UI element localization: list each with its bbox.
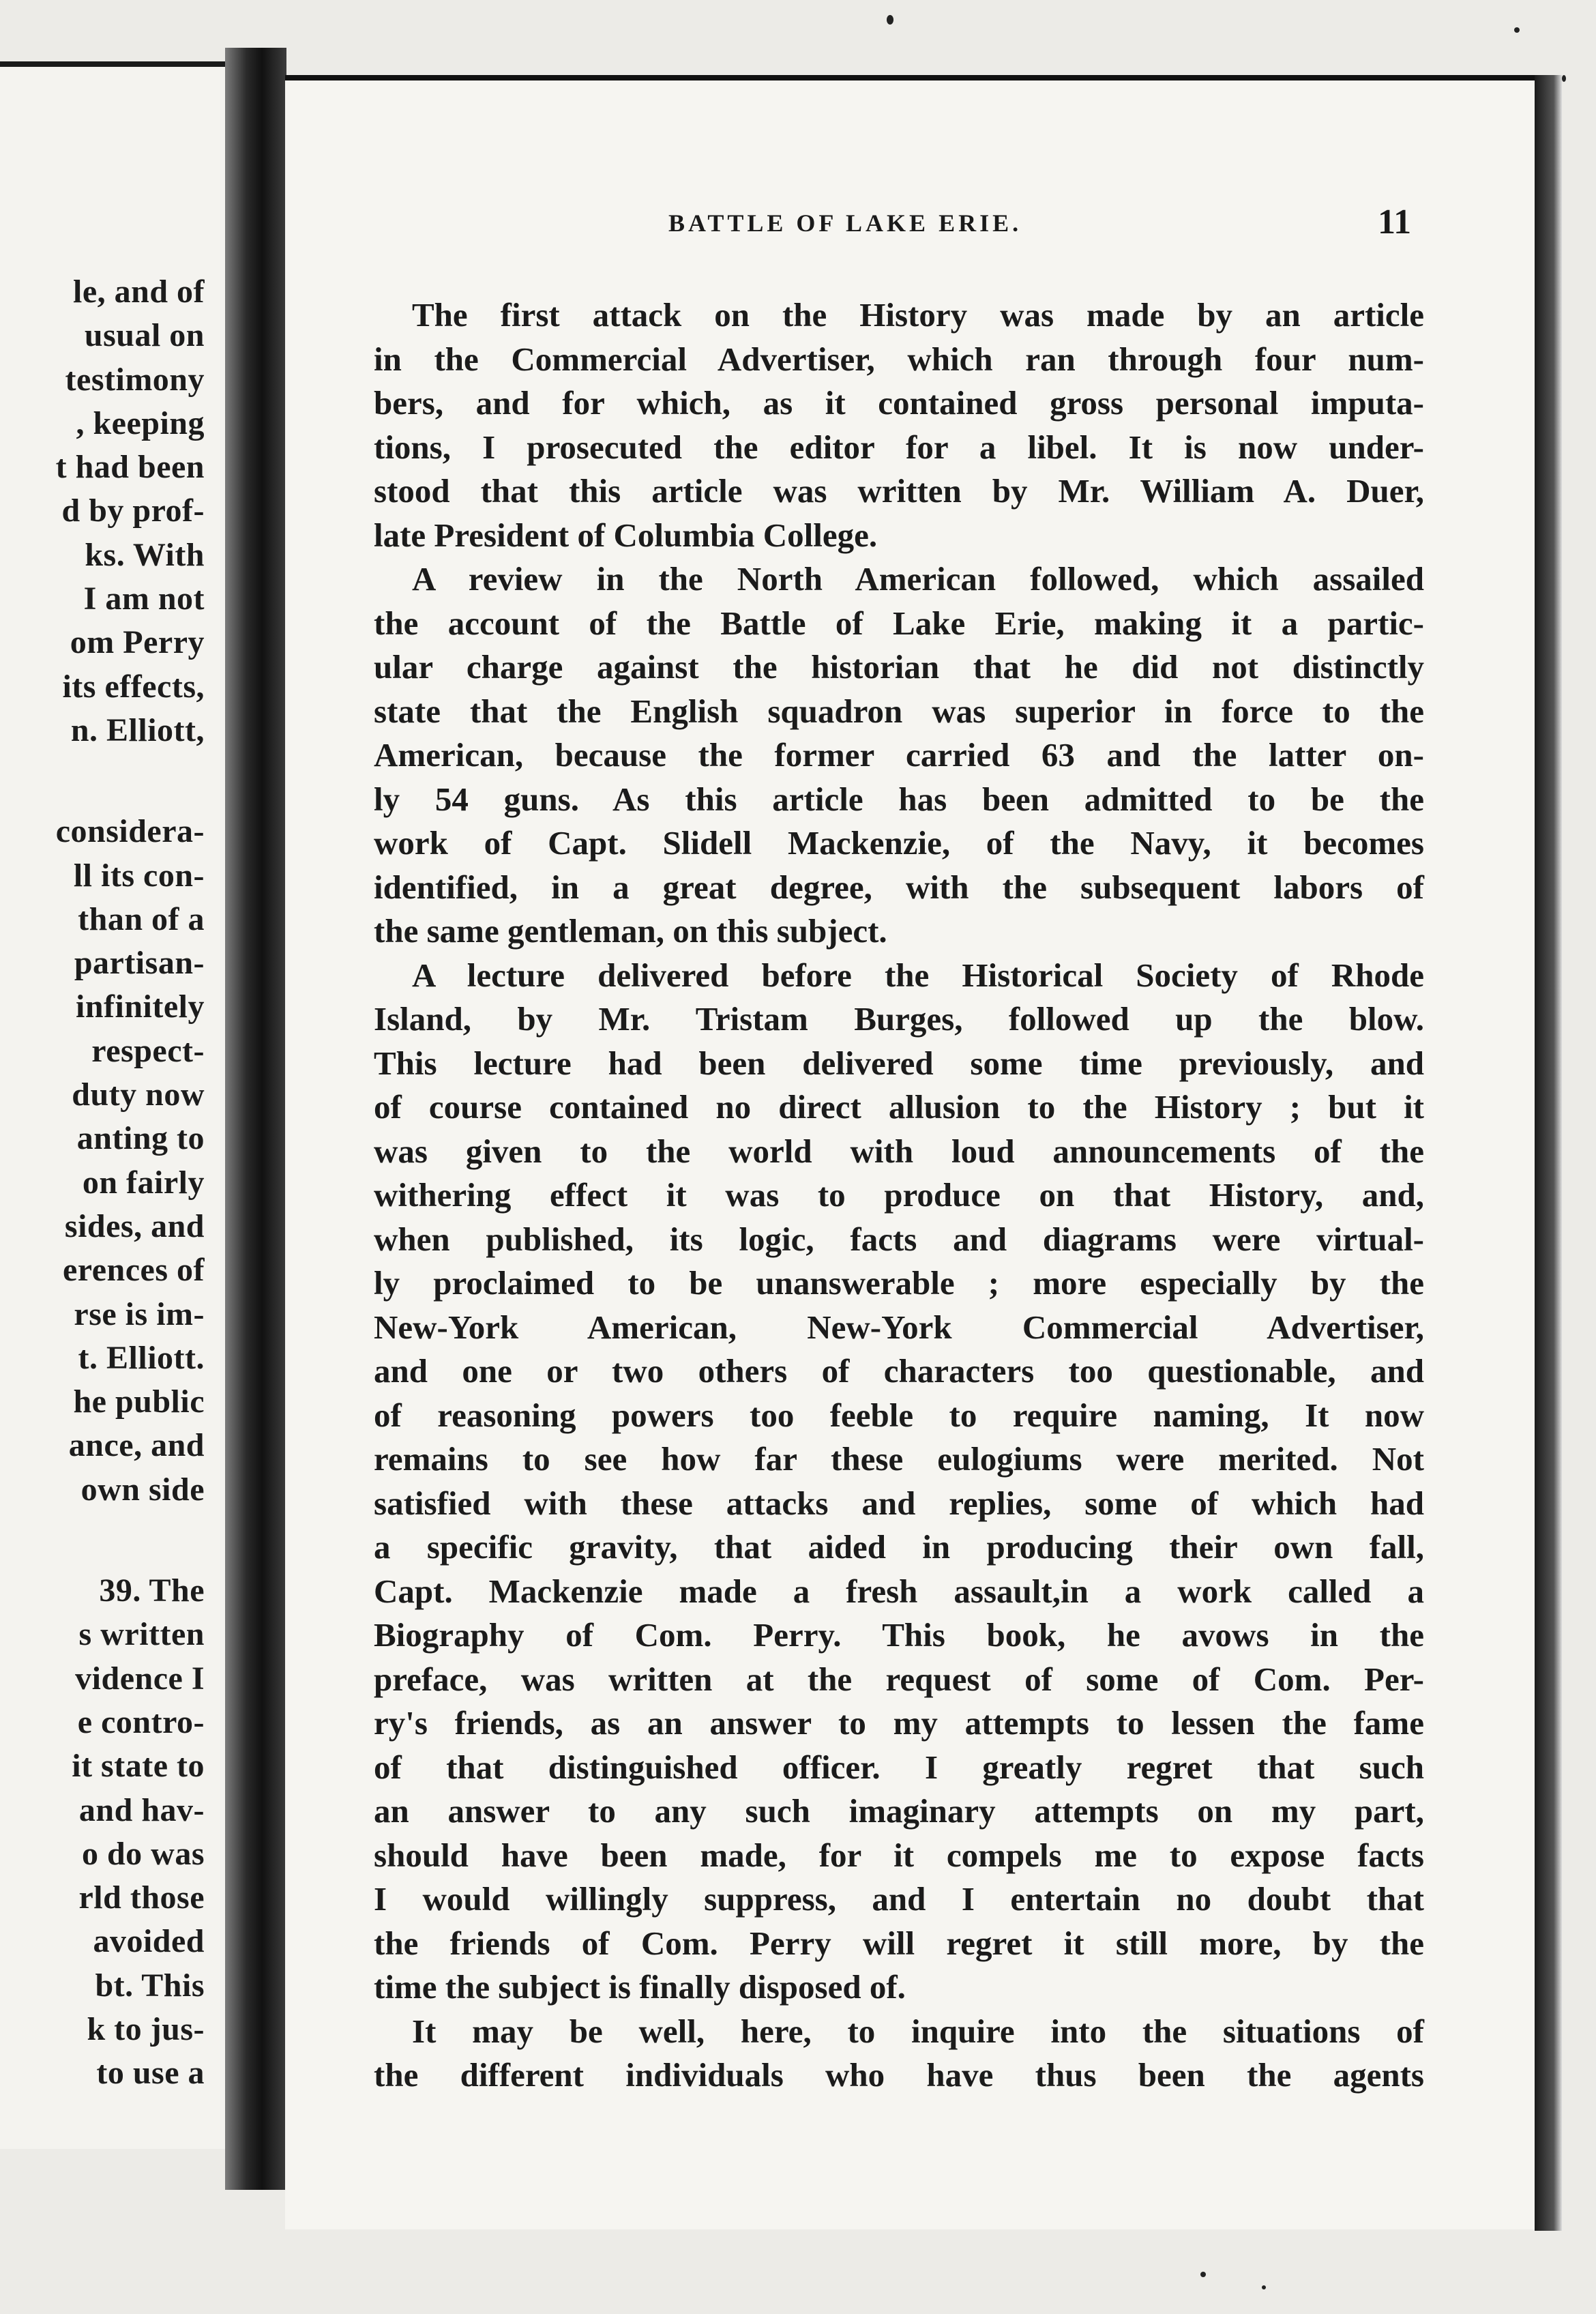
left-page-gap [0, 1512, 205, 1569]
left-page-line: he public [73, 1383, 205, 1420]
left-page-top-edge [0, 61, 252, 67]
body-line: This lecture had been delivered some time previously, and [374, 1044, 1424, 1082]
left-page-line: ks. With [85, 536, 205, 573]
body-line: American, because the former carried 63 and the latter on- [374, 736, 1424, 774]
body-line: in the Commercial Advertiser, which ran through four num- [374, 340, 1424, 378]
body-line: satisfied with these attacks and replies, some of which had [374, 1484, 1424, 1522]
body-line: late President of Columbia College. [374, 516, 878, 554]
scan-speck [1514, 27, 1520, 33]
body-line: Capt. Mackenzie made a fresh assault,in a work called a [374, 1572, 1424, 1610]
page-number: 11 [1378, 203, 1412, 241]
left-page-line: duty now [72, 1077, 205, 1113]
left-page-line: respect- [91, 1032, 205, 1069]
left-page-line: usual on [84, 317, 205, 354]
running-header: BATTLE OF LAKE ERIE. [668, 209, 1022, 237]
body-line: ly proclaimed to be unanswerable ; more especially by the [374, 1264, 1424, 1302]
body-line: withering effect it was to produce on that History, and, [374, 1176, 1424, 1214]
left-page-line: partisan- [74, 945, 205, 982]
left-page-line: le, and of [72, 274, 205, 310]
right-page-edge [1535, 75, 1562, 2231]
left-page-gap [0, 752, 205, 810]
book-gutter [225, 48, 286, 2190]
left-page-line: infinitely [75, 988, 205, 1025]
left-page-line: considera- [55, 813, 205, 850]
left-page-line: own side [80, 1471, 205, 1508]
left-page-line: ll its con- [73, 857, 205, 894]
body-line: ly 54 guns. As this article has been admitted to be the [374, 780, 1424, 818]
body-line: state that the English squadron was superior in force to the [374, 692, 1424, 730]
left-page-line: om Perry [70, 624, 205, 661]
left-page-line: d by prof- [61, 493, 205, 529]
body-line: work of Capt. Slidell Mackenzie, of the Navy, it becomes [374, 824, 1424, 862]
body-line: the account of the Battle of Lake Erie, making it a partic- [374, 604, 1424, 642]
body-line: Island, by Mr. Tristam Burges, followed up the blow. [374, 1000, 1424, 1038]
body-line: an answer to any such imaginary attempts on my part, [374, 1792, 1424, 1830]
scan-speck [1200, 2272, 1206, 2277]
body-line: the same gentleman, on this subject. [374, 912, 887, 950]
left-page-line: anting to [76, 1120, 205, 1157]
body-line: stood that this article was written by Mr. William A. Duer, [374, 472, 1424, 510]
left-page-line: it state to [72, 1748, 205, 1785]
body-line: I would willingly suppress, and I entertain no doubt that [374, 1880, 1424, 1918]
body-line: of course contained no direct allusion to the History ; but it [374, 1088, 1424, 1126]
body-line: identified, in a great degree, with the subsequent labors of [374, 868, 1424, 906]
scan-speck [887, 15, 893, 25]
body-line: Biography of Com. Perry. This book, he avows in the [374, 1616, 1424, 1654]
body-line: preface, was written at the request of some of Com. Per- [374, 1660, 1424, 1698]
left-page-line: n. Elliott, [70, 712, 205, 748]
left-page-line: 39. The [99, 1572, 205, 1609]
left-page-line: rse is im- [74, 1295, 205, 1332]
body-line: ular charge against the historian that he did not distinctly [374, 648, 1424, 686]
left-page-line: ance, and [68, 1427, 205, 1464]
body-line: a specific gravity, that aided in producing their own fall, [374, 1528, 1424, 1566]
left-page-line: bt. This [95, 1967, 205, 2004]
body-line: bers, and for which, as it contained gross personal imputa- [374, 384, 1424, 422]
left-page-line: avoided [93, 1923, 205, 1960]
left-page-line: t. Elliott. [78, 1339, 205, 1376]
left-page-text-fragments [0, 270, 205, 2096]
body-line: was given to the world with loud announcements of the [374, 1132, 1424, 1170]
body-line: the different individuals who have thus been the agents [374, 2056, 1424, 2094]
body-line: It may be well, here, to inquire into the situations of [412, 2012, 1424, 2050]
body-line: of that distinguished officer. I greatly regret that such [374, 1748, 1424, 1786]
left-page-line: erences of [62, 1252, 205, 1289]
body-line: The first attack on the History was made by an article [412, 296, 1424, 334]
body-text [374, 293, 1424, 2098]
left-page-line: to use a [96, 2055, 205, 2092]
body-line: should have been made, for it compels me to expose facts [374, 1836, 1424, 1874]
left-page-line: t had been [55, 449, 205, 486]
left-page-line: , keeping [76, 405, 205, 441]
body-line: A lecture delivered before the Historical Society of Rhode [412, 956, 1424, 994]
body-line: when published, its logic, facts and diagrams were virtual- [374, 1220, 1424, 1258]
body-line: ry's friends, as an answer to my attempts to lessen the fame [374, 1704, 1424, 1742]
left-page-line: o do was [81, 1835, 205, 1872]
left-page-line: I am not [83, 581, 205, 617]
left-page-line: its effects, [62, 668, 205, 705]
body-line: A review in the North American followed, which assailed [412, 560, 1424, 598]
left-page-line: than of a [78, 900, 205, 937]
left-page-line: k to jus- [87, 2010, 205, 2047]
body-line: time the subject is finally disposed of. [374, 1968, 906, 2006]
left-page-line: testimony [65, 361, 205, 398]
left-page-line: s written [78, 1616, 205, 1653]
body-line: and one or two others of characters too questionable, and [374, 1352, 1424, 1390]
left-page-line: vidence I [75, 1660, 205, 1697]
scan-speck [1262, 2285, 1266, 2289]
left-page-line: sides, and [64, 1207, 205, 1244]
left-page-line: on fairly [82, 1164, 205, 1201]
body-line: remains to see how far these eulogiums were merited. Not [374, 1440, 1424, 1478]
body-line: of reasoning powers too feeble to require naming, It now [374, 1396, 1424, 1434]
left-page-line: rld those [78, 1879, 205, 1916]
body-line: tions, I prosecuted the editor for a libel. It is now under- [374, 428, 1424, 466]
body-line: New-York American, New-York Commercial Advertiser, [374, 1308, 1424, 1346]
scan-speck [1562, 75, 1566, 82]
body-line: the friends of Com. Perry will regret it still more, by the [374, 1924, 1424, 1962]
left-page-line: and hav- [78, 1791, 205, 1828]
left-page-line: e contro- [77, 1703, 205, 1740]
